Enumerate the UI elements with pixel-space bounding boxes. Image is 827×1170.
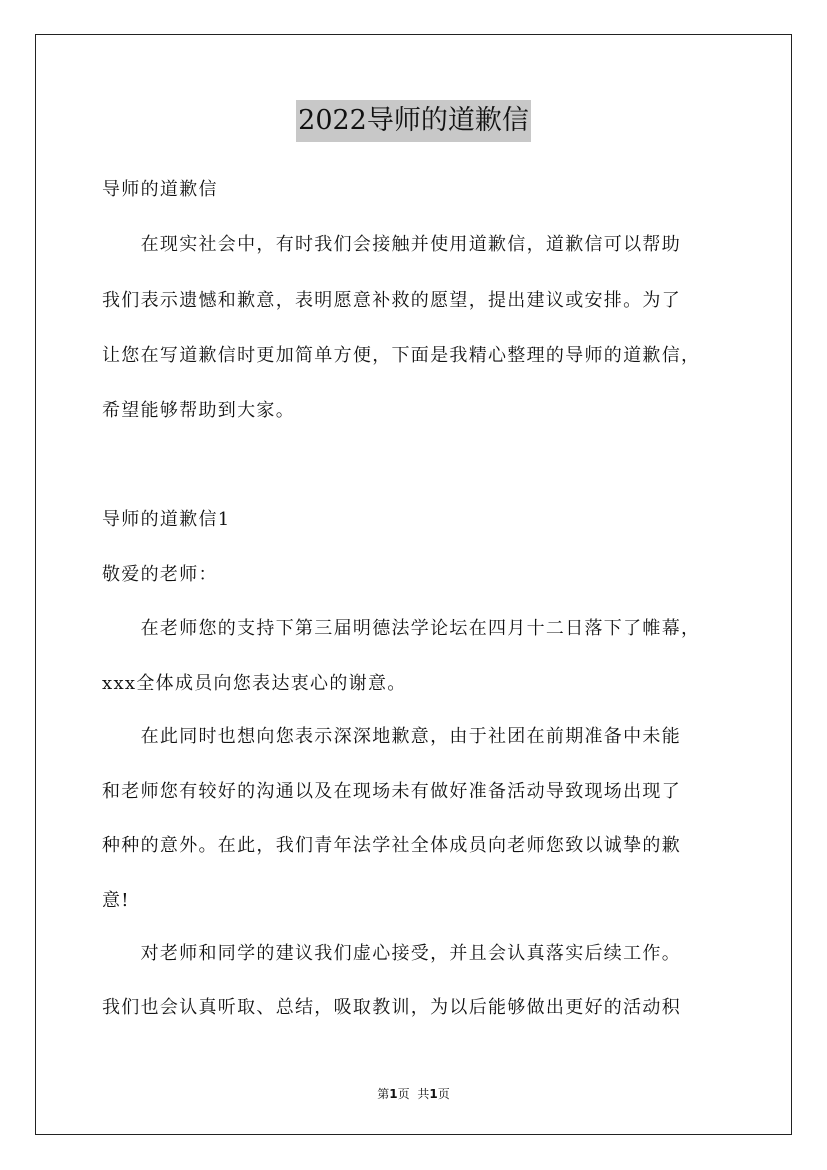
paragraph-line: 对老师和同学的建议我们虚心接受，并且会认真落实后续工作。 [102, 943, 681, 964]
paragraph-line: 让您在写道歉信时更加简单方便，下面是我精心整理的导师的道歉信， [102, 345, 701, 366]
page-footer [0, 1085, 827, 1102]
paragraph-line: 种种的意外。在此，我们青年法学社全体成员向老师您致以诚挚的歉 [102, 835, 681, 856]
footer-total-prefix: 共 [417, 1087, 430, 1101]
paragraph-line: 我们也会认真听取、总结，吸取教训，为以后能够做出更好的活动积 [102, 997, 681, 1018]
footer-page-suffix: 页 [397, 1087, 410, 1101]
letter-heading: 导师的道歉信1 [102, 509, 231, 530]
salutation: 敬爱的老师： [102, 564, 218, 585]
footer-prefix: 第 [377, 1087, 390, 1101]
footer-page-number: 1 [389, 1087, 398, 1101]
paragraph-line: 意! [102, 890, 130, 911]
paragraph-line: 我们表示遗憾和歉意，表明愿意补救的愿望，提出建议或安排。为了 [102, 290, 681, 311]
section-heading: 导师的道歉信 [102, 179, 218, 200]
paragraph-line: 希望能够帮助到大家。 [102, 400, 295, 421]
paragraph-line: xxx全体成员向您表达衷心的谢意。 [102, 673, 407, 694]
footer-total-suffix: 页 [437, 1087, 450, 1101]
document-title: 2022导师的道歉信 [296, 100, 531, 142]
paragraph-line: 在此同时也想向您表示深深地歉意，由于社团在前期准备中未能 [102, 726, 681, 747]
footer-total-pages: 1 [429, 1087, 438, 1101]
title-container [0, 100, 827, 142]
paragraph-line: 在老师您的支持下第三届明德法学论坛在四月十二日落下了帷幕， [102, 618, 701, 639]
paragraph-line: 在现实社会中，有时我们会接触并使用道歉信，道歉信可以帮助 [102, 234, 681, 255]
paragraph-line: 和老师您有较好的沟通以及在现场未有做好准备活动导致现场出现了 [102, 781, 681, 802]
